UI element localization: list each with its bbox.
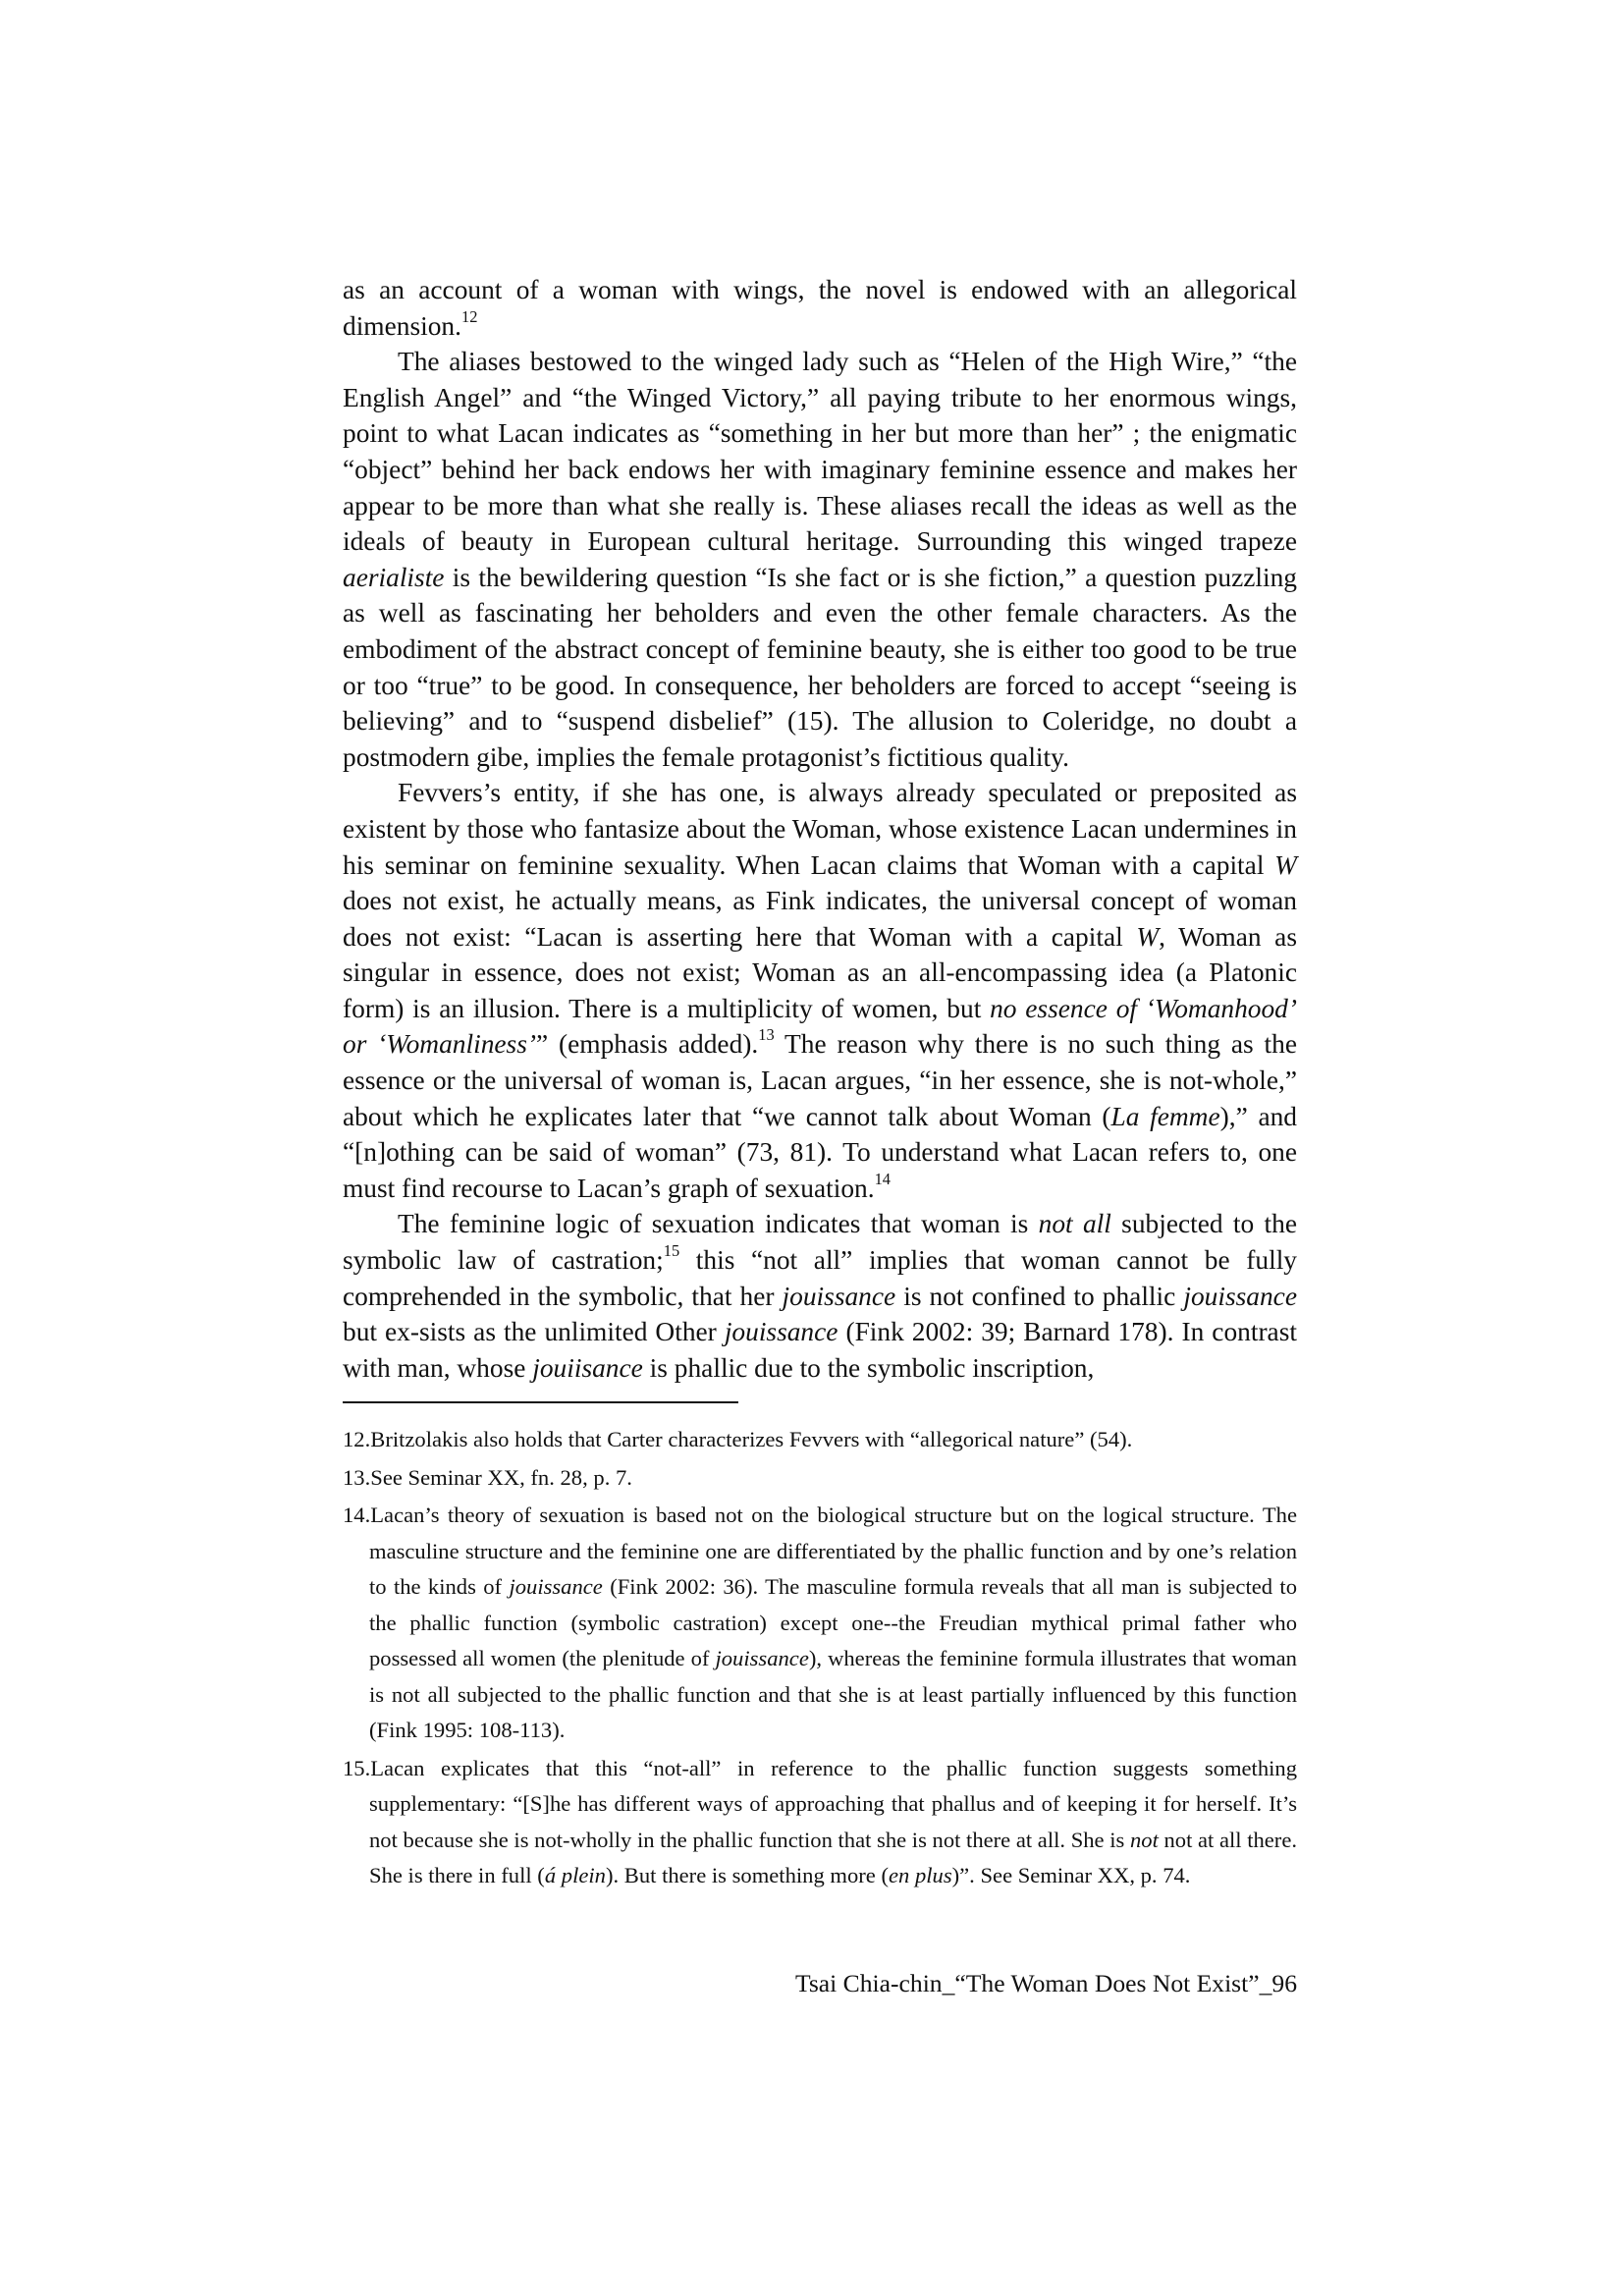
italic-term: no essence of ‘Womanhood’ or ‘Womanliness’ <box>343 993 1297 1060</box>
paragraph-3-text: ” (emphasis added). <box>536 1029 759 1060</box>
italic-term: jouissance <box>715 1646 809 1670</box>
footnote-14 <box>343 1498 1297 1749</box>
paragraph-2-text: The aliases bestowed to the winged lady such as “Helen of the High Wire,” “the English Angel” and “the Winged Victory,” all paying tribute to her enormous wings, point to what Lacan indicates as “something in her but more than her” ; the enigmatic “object” behind her back endows her with imaginary feminine essence and makes her appear to be more than what she really is. These aliases recall the ideas as well as the ideals of beauty in European cultural heritage. Surrounding this winged trapeze <box>343 347 1297 557</box>
italic-term: aerialiste <box>343 562 445 592</box>
paragraph-3-text: , Woman as singular in essence, does not exist; Woman as an all-encompassing idea (a Platonic form) is an illusion. There is a multiplicity of women, but <box>343 921 1297 1023</box>
main-text <box>343 272 1297 1386</box>
footnote-ref-15: 15 <box>663 1240 680 1260</box>
footnote-divider <box>343 1401 738 1403</box>
paragraph-4 <box>343 1206 1297 1386</box>
footnote-text: ). But there is something more ( <box>605 1863 889 1887</box>
footnote-number: 12. <box>343 1427 371 1451</box>
footnotes <box>343 1422 1297 1896</box>
paragraph-4-text: (Fink 2002: 39; Barnard 178). In contrast with man, whose <box>343 1317 1297 1383</box>
paragraph-3-text: Fevvers’s entity, if she has one, is always already speculated or preposited as existent by those who fantasize about the Woman, whose existence Lacan undermines in his seminar on feminine sexuality. When Lacan claims that Woman with a capital <box>343 778 1297 880</box>
italic-term: jouiisance <box>532 1352 643 1383</box>
italic-term: jouissance <box>782 1281 896 1311</box>
footnote-number: 14. <box>343 1503 371 1527</box>
footnote-text: not at all there. She is there in full ( <box>369 1827 1298 1887</box>
italic-term: not <box>1129 1827 1159 1852</box>
footnote-text: (Fink 2002: 36). The masculine formula reveals that all man is subjected to the phallic function (symbolic castration) except one--the Freudian mythical primal father who possessed all women (the plenitude of <box>369 1574 1297 1670</box>
footnote-text: )”. See Seminar XX, p. 74. <box>951 1863 1191 1887</box>
footnote-text: Britzolakis also holds that Carter characterizes Fevvers with “allegorical nature” (54). <box>370 1427 1133 1451</box>
paragraph-3-text: The reason why there is no such thing as the essence or the universal of woman is, Lacan argues, “in her essence, she is not-whole,” about which he explicates later that “we cannot talk about Woman ( <box>343 1029 1297 1131</box>
italic-term: en plus <box>888 1863 952 1887</box>
footnote-ref-14: 14 <box>874 1169 892 1188</box>
paragraph-4-text: is not confined to phallic <box>895 1281 1184 1311</box>
italic-term: not all <box>1038 1209 1111 1239</box>
paragraph-4-text: is phallic due to the symbolic inscription, <box>642 1352 1095 1383</box>
footnote-text: Lacan’s theory of sexuation is based not on the biological structure but on the logical structure. The masculine structure and the feminine one are differentiated by the phallic function and by one’s relation to the kinds of <box>369 1503 1297 1599</box>
italic-term: W <box>1136 921 1160 952</box>
paragraph-1 <box>343 272 1297 344</box>
paragraph-2 <box>343 344 1297 775</box>
footnote-number: 15. <box>343 1755 371 1780</box>
paragraph-4-text: subjected to the symbolic law of castration; <box>343 1209 1298 1276</box>
footnote-text: ), whereas the feminine formula illustrates that woman is not all subjected to the phallic function and that she is at least partially influenced by this function (Fink 1995: 108-113). <box>369 1646 1297 1742</box>
italic-term: jouissance <box>724 1317 838 1347</box>
paragraph-1-text: as an account of a woman with wings, the novel is endowed with an allegorical dimension. <box>343 275 1297 341</box>
italic-term: jouissance <box>1183 1281 1297 1311</box>
paragraph-4-text: this “not all” implies that woman cannot be fully comprehended in the symbolic, that her <box>343 1245 1297 1311</box>
italic-term: W <box>1274 849 1297 880</box>
paragraph-2-text: is the bewildering question “Is she fact or is she fiction,” a question puzzling as well as fascinating her beholders and even the other female characters. As the embodiment of the abstract concept of feminine beauty, she is either too good to be true or too “true” to be good. In consequence, her beholders are forced to accept “seeing is believing” and to “suspend disbelief” (15). The allusion to Coleridge, no doubt a postmodern gibe, implies the female protagonist’s fictitious quality. <box>343 562 1297 772</box>
footnote-number: 13. <box>343 1464 371 1490</box>
footnote-ref-12: 12 <box>460 306 478 326</box>
italic-term: jouissance <box>509 1574 603 1599</box>
page-footer: Tsai Chia-chin_“The Woman Does Not Exist”_96 <box>795 1969 1297 1997</box>
italic-term: La femme <box>1110 1101 1220 1131</box>
footnote-13 <box>343 1460 1297 1497</box>
paragraph-3-text: ),” and “[n]othing can be said of woman” (73, 81). To understand what Lacan refers to, one must find recourse to Lacan’s graph of sexuation. <box>343 1101 1297 1203</box>
footnote-12 <box>343 1422 1297 1458</box>
paragraph-4-text: but ex-sists as the unlimited Other <box>343 1317 725 1347</box>
footnote-15 <box>343 1751 1297 1894</box>
paragraph-4-text: The feminine logic of sexuation indicates that woman is <box>398 1209 1039 1239</box>
footnote-ref-13: 13 <box>758 1025 775 1045</box>
paragraph-3 <box>343 775 1297 1206</box>
italic-term: á plein <box>544 1863 606 1887</box>
footnote-text: Lacan explicates that this “not-all” in reference to the phallic function suggests something supplementary: “[S]he has different ways of approaching that phallus and of keeping it for herself. It’s not because she is not-wholly in the phallic function that she is not there at all. She is <box>369 1755 1297 1852</box>
footnote-text: See Seminar XX, fn. 28, p. 7. <box>370 1464 632 1490</box>
paragraph-3-text: does not exist, he actually means, as Fink indicates, the universal concept of woman does not exist: “Lacan is asserting here that Woman with a capital <box>343 886 1297 952</box>
